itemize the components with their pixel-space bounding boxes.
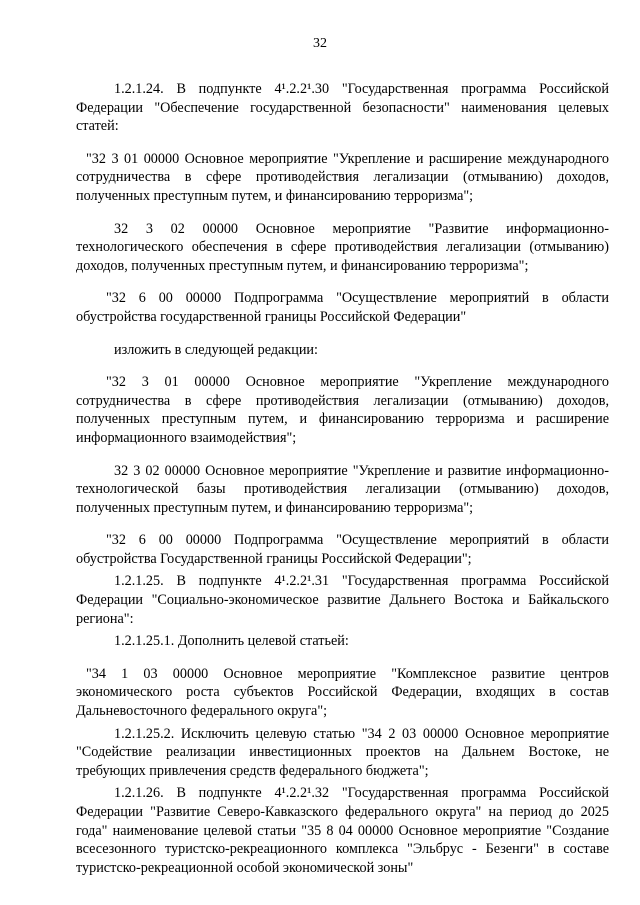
paragraph-old-32-3-02: 32 3 02 00000 Основное мероприятие "Развитие информационно-технологического обеспечения в сфере противодействия легализации (отмыванию) доходов, полученных преступным путем, и финансированию терроризма"; <box>76 220 609 274</box>
paragraph-1-2-1-25-2: 1.2.1.25.2. Исключить целевую статью "34 2 03 00000 Основное мероприятие "Содействие реализации инвестиционных проектов на Дальнем Востоке, не требующих привлечения средств федерального бюджета"; <box>76 725 609 779</box>
paragraph-1-2-1-24: 1.2.1.24. В подпункте 4¹.2.2¹.30 "Государственная программа Российской Федерации "Обеспечение государственной безопасности" наименования целевых статей: <box>76 81 609 135</box>
paragraph-old-32-6-00: "32 6 00 00000 Подпрограмма "Осуществление мероприятий в области обустройства государственной границы Российской Федерации" <box>76 290 609 325</box>
page-number: 32 <box>313 36 327 51</box>
document-body <box>76 80 609 877</box>
paragraph-1-2-1-25: 1.2.1.25. В подпункте 4¹.2.2¹.31 "Государственная программа Российской Федерации "Социально-экономическое развитие Дальнего Востока и Байкальского региона": <box>76 573 609 627</box>
paragraph-new-32-6-00: "32 6 00 00000 Подпрограмма "Осуществление мероприятий в области обустройства Государственной границы Российской Федерации"; <box>76 532 609 567</box>
paragraph-new-wording-intro: изложить в следующей редакции: <box>114 341 318 358</box>
paragraph-new-34-1-03: "34 1 03 00000 Основное мероприятие "Комплексное развитие центров экономического роста субъектов Российской Федерации, входящих в состав Дальневосточного федерального округа"; <box>76 665 609 720</box>
paragraph-1-2-1-25-1: 1.2.1.25.1. Дополнить целевой статьей: <box>114 633 349 650</box>
paragraph-old-32-3-01: "32 3 01 00000 Основное мероприятие "Укрепление и расширение международного сотрудничества в сфере противодействия легализации (отмыванию) доходов, полученных преступным путем, и финансированию терроризма"; <box>76 150 609 204</box>
paragraph-new-32-3-01: "32 3 01 00000 Основное мероприятие "Укрепление международного сотрудничества в сфере противодействия легализации (отмыванию) доходов, полученных преступным путем, и финансированию терроризма и расширение информационного взаимодействия"; <box>76 374 609 446</box>
paragraph-1-2-1-26: 1.2.1.26. В подпункте 4¹.2.2¹.32 "Государственная программа Российской Федерации "Развитие Северо-Кавказского федерального округа" на период до 2025 года" наименование целевой статьи "35 8 04 00000 Основное мероприятие "Создание всесезонного туристско-рекреационного комплекса "Эльбрус - Безенги" в составе туристско-рекреационной особой экономической зоны" <box>76 785 609 876</box>
paragraph-new-32-3-02: 32 3 02 00000 Основное мероприятие "Укрепление и развитие информационно-технологической базы противодействия легализации (отмыванию) доходов, полученных преступным путем, и финансированию терроризма"; <box>76 462 609 516</box>
